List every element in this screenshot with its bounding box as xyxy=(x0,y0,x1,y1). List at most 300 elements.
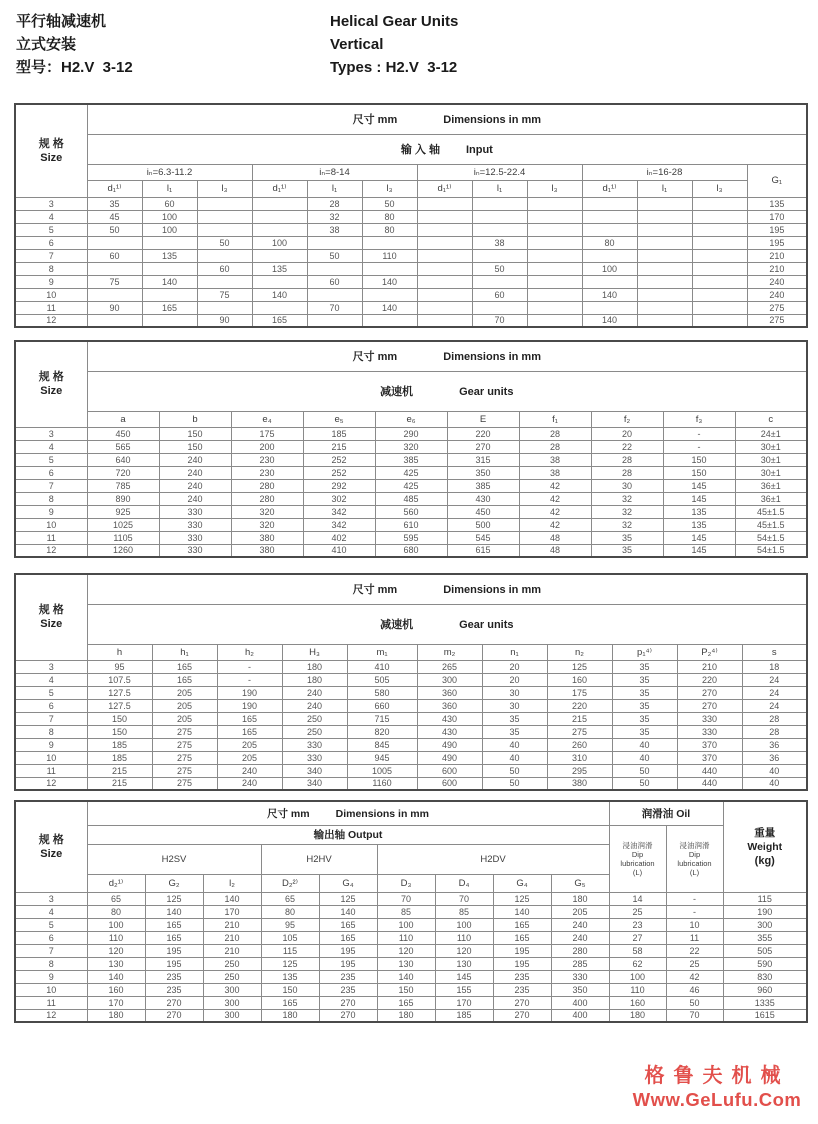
value-cell: 680 xyxy=(375,544,447,557)
value-cell xyxy=(692,275,747,288)
value-cell: 140 xyxy=(362,275,417,288)
value-cell xyxy=(637,249,692,262)
value-cell: 330 xyxy=(677,725,742,738)
value-cell: 330 xyxy=(159,531,231,544)
value-cell: 1335 xyxy=(723,996,807,1009)
watermark-company: 格鲁夫机械 xyxy=(644,1065,790,1087)
value-cell: 350 xyxy=(447,466,519,479)
value-cell: 252 xyxy=(303,466,375,479)
value-cell xyxy=(252,301,307,314)
value-cell: 165 xyxy=(217,712,282,725)
value-cell: 280 xyxy=(231,492,303,505)
col-P2: P₂⁴⁾ xyxy=(677,644,742,660)
value-cell: 380 xyxy=(231,544,303,557)
value-cell: 185 xyxy=(435,1009,493,1022)
value-cell xyxy=(692,262,747,275)
value-cell: 165 xyxy=(217,725,282,738)
col-m1: m₁ xyxy=(347,644,417,660)
value-cell: 215 xyxy=(547,712,612,725)
size-cell: 11 xyxy=(15,764,87,777)
gear-units-cn: 减速机 xyxy=(380,619,414,631)
value-cell: 45±1.5 xyxy=(735,505,807,518)
value-cell: 440 xyxy=(677,777,742,790)
col-l3-g1: l₃ xyxy=(197,180,252,197)
value-cell: 270 xyxy=(145,1009,203,1022)
value-cell: 140 xyxy=(87,970,145,983)
size-cell: 3 xyxy=(15,197,87,210)
value-cell xyxy=(637,301,692,314)
table-gear-units-2-body xyxy=(15,660,807,790)
value-cell: 425 xyxy=(375,466,447,479)
value-cell: 100 xyxy=(142,210,197,223)
value-cell: 235 xyxy=(493,983,551,996)
value-cell xyxy=(472,275,527,288)
value-cell xyxy=(417,262,472,275)
value-cell: 925 xyxy=(87,505,159,518)
value-cell xyxy=(582,197,637,210)
value-cell xyxy=(527,210,582,223)
value-cell: 890 xyxy=(87,492,159,505)
value-cell: 165 xyxy=(319,918,377,931)
value-cell: 270 xyxy=(145,996,203,1009)
value-cell: 18 xyxy=(742,660,807,673)
header-english-block xyxy=(330,10,458,79)
value-cell: 270 xyxy=(677,699,742,712)
table-row xyxy=(15,236,807,249)
value-cell: 490 xyxy=(417,738,482,751)
value-cell: 205 xyxy=(152,686,217,699)
value-cell xyxy=(582,301,637,314)
value-cell: 50 xyxy=(197,236,252,249)
value-cell: 385 xyxy=(447,479,519,492)
value-cell xyxy=(637,275,692,288)
value-cell: 340 xyxy=(282,777,347,790)
value-cell: 32 xyxy=(591,505,663,518)
value-cell: 22 xyxy=(666,944,723,957)
value-cell: 48 xyxy=(519,544,591,557)
value-cell xyxy=(527,197,582,210)
value-cell: 600 xyxy=(417,777,482,790)
value-cell: 11 xyxy=(666,931,723,944)
table-row xyxy=(15,944,807,957)
value-cell: 400 xyxy=(551,1009,609,1022)
value-cell: 60 xyxy=(197,262,252,275)
col-G4b: G₄ xyxy=(493,874,551,892)
value-cell: 65 xyxy=(87,892,145,905)
value-cell: 400 xyxy=(551,996,609,1009)
value-cell: 100 xyxy=(252,236,307,249)
value-cell: 25 xyxy=(609,905,666,918)
value-cell: 342 xyxy=(303,518,375,531)
dip2-en1: Dip xyxy=(688,849,701,859)
value-cell: 125 xyxy=(319,892,377,905)
value-cell: 80 xyxy=(87,905,145,918)
table-row xyxy=(15,777,807,790)
value-cell: 380 xyxy=(231,531,303,544)
value-cell xyxy=(417,275,472,288)
table-row xyxy=(15,918,807,931)
value-cell: 210 xyxy=(203,931,261,944)
value-cell: 180 xyxy=(261,1009,319,1022)
value-cell: 42 xyxy=(519,518,591,531)
size-cell: 9 xyxy=(15,505,87,518)
value-cell xyxy=(472,301,527,314)
value-cell xyxy=(362,262,417,275)
table-row xyxy=(15,249,807,262)
title-en-line2: Vertical xyxy=(330,36,384,53)
table-row xyxy=(15,892,807,905)
col-g1: G₁ xyxy=(747,164,807,197)
value-cell: 315 xyxy=(447,453,519,466)
value-cell: 30 xyxy=(482,686,547,699)
value-cell: 275 xyxy=(152,764,217,777)
value-cell: 215 xyxy=(87,764,152,777)
size-cell: 6 xyxy=(15,236,87,249)
size-cell: 5 xyxy=(15,686,87,699)
table-row xyxy=(15,544,807,557)
value-cell: 160 xyxy=(609,996,666,1009)
value-cell: 1260 xyxy=(87,544,159,557)
value-cell: 140 xyxy=(252,288,307,301)
value-cell: 45±1.5 xyxy=(735,518,807,531)
gear-units-en: Gear units xyxy=(459,619,514,631)
value-cell: 845 xyxy=(347,738,417,751)
value-cell: 135 xyxy=(261,970,319,983)
value-cell: 180 xyxy=(282,673,347,686)
output-en: Output xyxy=(348,829,383,841)
value-cell: 240 xyxy=(551,931,609,944)
value-cell: 50 xyxy=(87,223,142,236)
input-en: Input xyxy=(465,144,493,156)
value-cell xyxy=(197,223,252,236)
value-cell xyxy=(417,210,472,223)
value-cell: 285 xyxy=(551,957,609,970)
value-cell: 275 xyxy=(747,301,807,314)
dimensions-header xyxy=(87,801,609,825)
value-cell: 70 xyxy=(307,301,362,314)
value-cell xyxy=(197,301,252,314)
title-cn-line2: 立式安装 xyxy=(16,36,77,53)
ratio-group-4: iₙ=16-28 xyxy=(582,164,747,180)
value-cell: 785 xyxy=(87,479,159,492)
value-cell: 190 xyxy=(217,686,282,699)
table-row xyxy=(15,725,807,738)
size-cell: 7 xyxy=(15,249,87,262)
value-cell xyxy=(527,236,582,249)
model-h2sv: H2SV xyxy=(87,844,261,874)
value-cell xyxy=(142,262,197,275)
col-f1: f₁ xyxy=(519,411,591,427)
value-cell: 50 xyxy=(612,764,677,777)
value-cell: 28 xyxy=(307,197,362,210)
table-row xyxy=(15,531,807,544)
table-row xyxy=(15,492,807,505)
value-cell: 235 xyxy=(319,983,377,996)
col-d1-g3: d₁¹⁾ xyxy=(417,180,472,197)
value-cell xyxy=(417,197,472,210)
value-cell: 35 xyxy=(612,725,677,738)
value-cell xyxy=(362,288,417,301)
table-row xyxy=(15,983,807,996)
value-cell: 165 xyxy=(152,660,217,673)
value-cell: 960 xyxy=(723,983,807,996)
value-cell: 310 xyxy=(547,751,612,764)
value-cell: 120 xyxy=(87,944,145,957)
value-cell: 175 xyxy=(231,427,303,440)
dimensions-cn: 尺寸 mm xyxy=(267,807,310,820)
dip-lubrication-header-2 xyxy=(666,825,723,892)
size-cell: 3 xyxy=(15,427,87,440)
value-cell: 320 xyxy=(375,440,447,453)
value-cell: 185 xyxy=(87,751,152,764)
value-cell: 195 xyxy=(145,957,203,970)
value-cell: 170 xyxy=(87,996,145,1009)
value-cell: 50 xyxy=(472,262,527,275)
value-cell: 70 xyxy=(666,1009,723,1022)
value-cell: 40 xyxy=(482,751,547,764)
value-cell: 350 xyxy=(551,983,609,996)
value-cell: 195 xyxy=(747,236,807,249)
col-d1-g2: d₁¹⁾ xyxy=(252,180,307,197)
value-cell: 235 xyxy=(493,970,551,983)
value-cell: 60 xyxy=(142,197,197,210)
value-cell: 155 xyxy=(435,983,493,996)
value-cell: 1005 xyxy=(347,764,417,777)
value-cell: 450 xyxy=(87,427,159,440)
value-cell: 610 xyxy=(375,518,447,531)
value-cell: 615 xyxy=(447,544,519,557)
table-row xyxy=(15,905,807,918)
col-m2: m₂ xyxy=(417,644,482,660)
col-l3-g4: l₃ xyxy=(692,180,747,197)
table-row xyxy=(15,210,807,223)
size-cell: 6 xyxy=(15,466,87,479)
value-cell: 240 xyxy=(217,764,282,777)
value-cell: 165 xyxy=(142,301,197,314)
value-cell: 120 xyxy=(377,944,435,957)
value-cell: 48 xyxy=(519,531,591,544)
size-cell: 12 xyxy=(15,777,87,790)
value-cell: 100 xyxy=(582,262,637,275)
value-cell xyxy=(527,288,582,301)
col-a: a xyxy=(87,411,159,427)
value-cell: 240 xyxy=(159,466,231,479)
value-cell: 205 xyxy=(551,905,609,918)
value-cell: 38 xyxy=(519,466,591,479)
value-cell: 240 xyxy=(159,492,231,505)
value-cell: 70 xyxy=(472,314,527,327)
col-d2: d₂¹⁾ xyxy=(87,874,145,892)
col-G5: G₅ xyxy=(551,874,609,892)
value-cell: 80 xyxy=(362,223,417,236)
value-cell: 150 xyxy=(159,427,231,440)
value-cell: 830 xyxy=(723,970,807,983)
value-cell: 205 xyxy=(152,699,217,712)
value-cell: 270 xyxy=(493,1009,551,1022)
value-cell: 125 xyxy=(261,957,319,970)
dip2-cn: 浸油润滑 xyxy=(679,840,710,850)
value-cell: 120 xyxy=(435,944,493,957)
value-cell: 595 xyxy=(375,531,447,544)
value-cell: 80 xyxy=(362,210,417,223)
col-l3-g2: l₃ xyxy=(362,180,417,197)
value-cell: 165 xyxy=(493,931,551,944)
value-cell xyxy=(527,275,582,288)
size-header-en: Size xyxy=(40,151,63,164)
value-cell: 150 xyxy=(663,453,735,466)
value-cell: 125 xyxy=(493,892,551,905)
value-cell: - xyxy=(217,660,282,673)
table-row xyxy=(15,957,807,970)
value-cell: 302 xyxy=(303,492,375,505)
ratio-group-1: iₙ=6.3-11.2 xyxy=(87,164,252,180)
value-cell: 300 xyxy=(203,996,261,1009)
size-cell: 7 xyxy=(15,944,87,957)
value-cell: 20 xyxy=(482,673,547,686)
value-cell: 145 xyxy=(435,970,493,983)
value-cell: 24 xyxy=(742,686,807,699)
value-cell: 38 xyxy=(519,453,591,466)
value-cell: 195 xyxy=(747,223,807,236)
value-cell: 160 xyxy=(87,983,145,996)
value-cell xyxy=(197,210,252,223)
weight-en: Weight xyxy=(747,840,783,853)
value-cell: 430 xyxy=(417,725,482,738)
value-cell: 185 xyxy=(87,738,152,751)
size-header-cn: 规 格 xyxy=(38,833,64,846)
value-cell: 140 xyxy=(362,301,417,314)
dimensions-cn: 尺寸 mm xyxy=(352,351,398,364)
value-cell: 180 xyxy=(282,660,347,673)
value-cell xyxy=(417,236,472,249)
value-cell: 30±1 xyxy=(735,440,807,453)
col-G2: G₂ xyxy=(145,874,203,892)
value-cell xyxy=(637,236,692,249)
value-cell xyxy=(692,314,747,327)
dip2-unit: (L) xyxy=(689,867,700,877)
header-chinese-block xyxy=(16,10,330,79)
value-cell: 50 xyxy=(612,777,677,790)
value-cell: 20 xyxy=(482,660,547,673)
value-cell: 490 xyxy=(417,751,482,764)
value-cell: 135 xyxy=(663,505,735,518)
input-shaft-header xyxy=(87,134,807,164)
value-cell: 265 xyxy=(417,660,482,673)
table-row xyxy=(15,288,807,301)
table-row xyxy=(15,751,807,764)
value-cell: 180 xyxy=(609,1009,666,1022)
value-cell: 150 xyxy=(663,466,735,479)
value-cell: 30±1 xyxy=(735,466,807,479)
value-cell: 54±1.5 xyxy=(735,544,807,557)
value-cell: 10 xyxy=(666,918,723,931)
value-cell: 485 xyxy=(375,492,447,505)
value-cell: 205 xyxy=(217,738,282,751)
value-cell: 165 xyxy=(493,918,551,931)
value-cell: 24 xyxy=(742,673,807,686)
value-cell: 28 xyxy=(742,712,807,725)
value-cell: 40 xyxy=(742,777,807,790)
value-cell: 22 xyxy=(591,440,663,453)
value-cell: 140 xyxy=(142,275,197,288)
size-cell: 10 xyxy=(15,751,87,764)
value-cell: 240 xyxy=(747,288,807,301)
value-cell xyxy=(637,197,692,210)
dip1-cn: 浸油润滑 xyxy=(622,840,653,850)
value-cell xyxy=(307,288,362,301)
value-cell: 300 xyxy=(203,983,261,996)
col-d1-g4: d₁¹⁾ xyxy=(582,180,637,197)
value-cell: 35 xyxy=(612,660,677,673)
value-cell xyxy=(417,249,472,262)
col-s: s xyxy=(742,644,807,660)
value-cell: 290 xyxy=(375,427,447,440)
value-cell xyxy=(252,223,307,236)
value-cell: 30 xyxy=(591,479,663,492)
table-input-shaft-body xyxy=(15,197,807,327)
document-header xyxy=(0,0,818,79)
dip1-en1: Dip xyxy=(631,849,644,859)
value-cell: 330 xyxy=(677,712,742,725)
size-cell: 12 xyxy=(15,1009,87,1022)
value-cell: 170 xyxy=(203,905,261,918)
col-h: h xyxy=(87,644,152,660)
value-cell: 62 xyxy=(609,957,666,970)
value-cell: 640 xyxy=(87,453,159,466)
table-row xyxy=(15,686,807,699)
table-row xyxy=(15,712,807,725)
value-cell: 42 xyxy=(519,505,591,518)
value-cell xyxy=(527,262,582,275)
value-cell xyxy=(527,301,582,314)
value-cell: 580 xyxy=(347,686,417,699)
value-cell xyxy=(252,275,307,288)
value-cell: 70 xyxy=(435,892,493,905)
size-header-en: Size xyxy=(40,618,63,631)
size-cell: 8 xyxy=(15,262,87,275)
value-cell: 135 xyxy=(747,197,807,210)
dimensions-en: Dimensions in mm xyxy=(335,807,429,820)
dimensions-en: Dimensions in mm xyxy=(443,584,542,597)
value-cell: 260 xyxy=(547,738,612,751)
value-cell xyxy=(87,262,142,275)
size-cell: 4 xyxy=(15,440,87,453)
value-cell: 220 xyxy=(547,699,612,712)
col-G4a: G₄ xyxy=(319,874,377,892)
value-cell xyxy=(472,210,527,223)
value-cell: 1615 xyxy=(723,1009,807,1022)
size-cell: 7 xyxy=(15,712,87,725)
value-cell: 220 xyxy=(447,427,519,440)
table-row xyxy=(15,223,807,236)
value-cell: 195 xyxy=(145,944,203,957)
size-cell: 8 xyxy=(15,725,87,738)
value-cell: 100 xyxy=(435,918,493,931)
value-cell: 235 xyxy=(145,983,203,996)
value-cell: 127.5 xyxy=(87,686,152,699)
table-row xyxy=(15,427,807,440)
size-cell: 11 xyxy=(15,301,87,314)
col-f2: f₂ xyxy=(591,411,663,427)
value-cell: 100 xyxy=(609,970,666,983)
value-cell: 28 xyxy=(519,427,591,440)
value-cell: 385 xyxy=(375,453,447,466)
value-cell xyxy=(692,249,747,262)
value-cell: 145 xyxy=(663,544,735,557)
value-cell xyxy=(142,288,197,301)
table-row xyxy=(15,275,807,288)
size-header-cn: 规 格 xyxy=(38,604,64,617)
